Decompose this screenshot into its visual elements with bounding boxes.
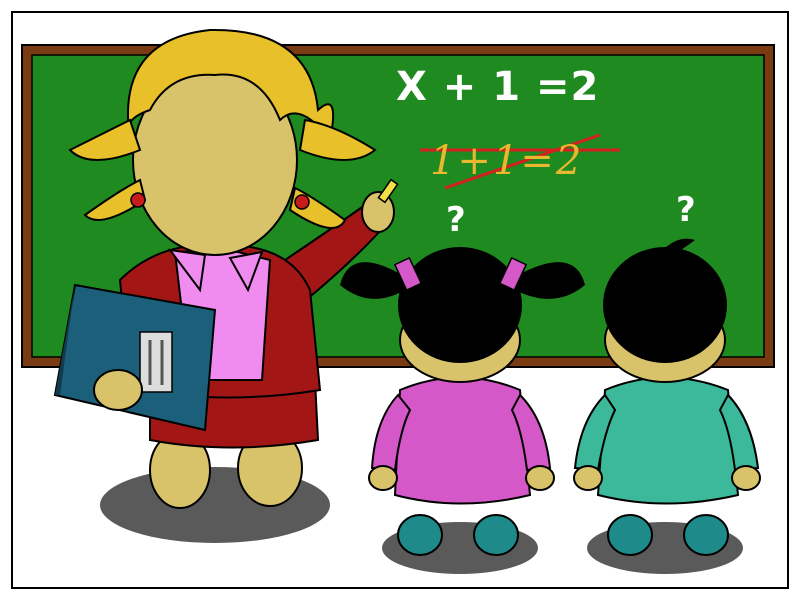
equation-crossed-out: 1+1=2 <box>430 138 584 184</box>
question-mark-boy: ? <box>676 190 696 230</box>
question-mark-girl: ? <box>446 200 466 240</box>
equation-main: X + 1 =2 <box>396 64 600 110</box>
